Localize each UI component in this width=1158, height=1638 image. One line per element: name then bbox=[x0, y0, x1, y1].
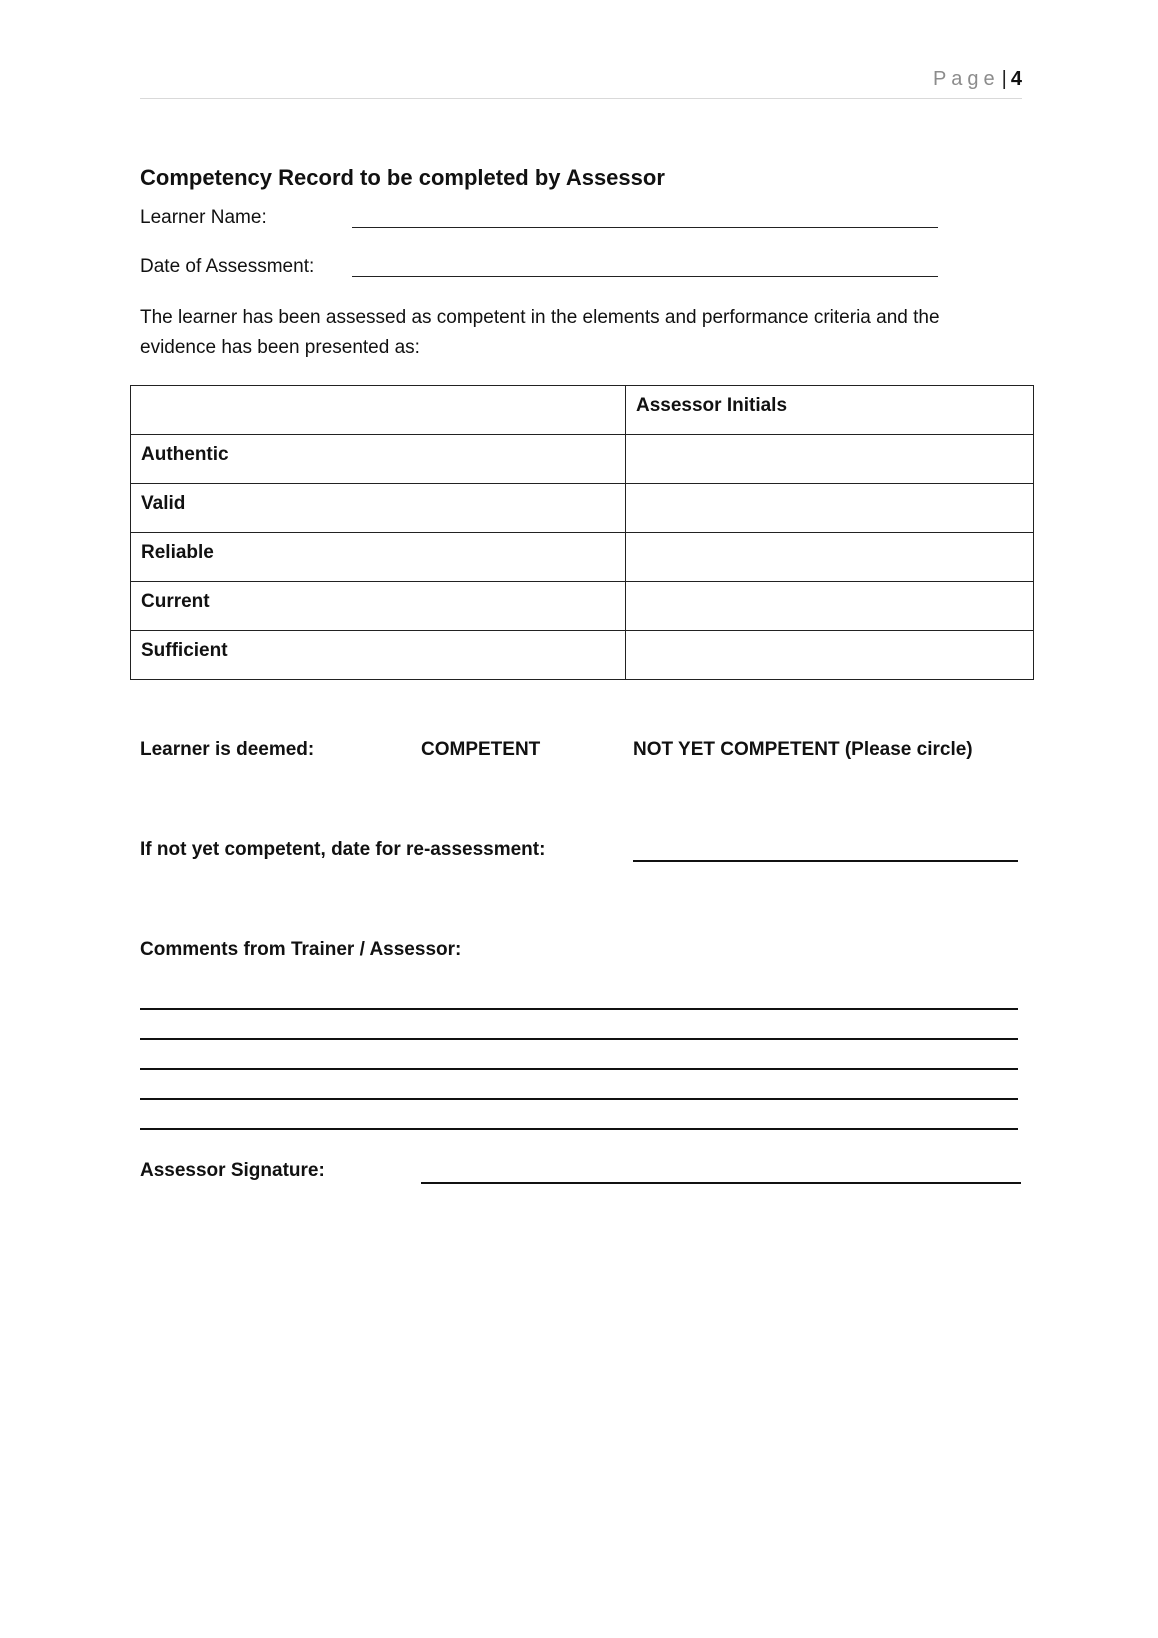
not-yet-competent-option[interactable]: NOT YET COMPETENT (Please circle) bbox=[633, 739, 973, 760]
reassessment-date-field[interactable] bbox=[633, 836, 1018, 862]
table-row bbox=[131, 582, 1034, 631]
form-title: Competency Record to be completed by Assessor bbox=[140, 165, 665, 190]
initials-cell[interactable] bbox=[626, 435, 1034, 484]
competent-option[interactable]: COMPETENT bbox=[421, 739, 541, 760]
criterion-label: Current bbox=[131, 582, 626, 631]
comments-label: Comments from Trainer / Assessor: bbox=[140, 939, 462, 960]
initials-cell[interactable] bbox=[626, 484, 1034, 533]
page-number bbox=[933, 68, 1022, 91]
page-number-value: 4 bbox=[1010, 68, 1022, 90]
initials-cell[interactable] bbox=[626, 533, 1034, 582]
comment-line[interactable] bbox=[140, 1044, 1018, 1070]
criterion-label: Valid bbox=[131, 484, 626, 533]
table-row bbox=[131, 533, 1034, 582]
initials-cell[interactable] bbox=[626, 582, 1034, 631]
date-of-assessment-label: Date of Assessment: bbox=[140, 256, 315, 277]
criterion-label: Reliable bbox=[131, 533, 626, 582]
evidence-table bbox=[130, 385, 1034, 680]
comment-line[interactable] bbox=[140, 1104, 1018, 1130]
table-row bbox=[131, 435, 1034, 484]
date-of-assessment-field[interactable] bbox=[352, 252, 938, 277]
assessor-signature-label: Assessor Signature: bbox=[140, 1160, 325, 1181]
page-word: Page bbox=[932, 68, 1000, 90]
assessor-signature-field[interactable] bbox=[421, 1158, 1021, 1184]
comment-line[interactable] bbox=[140, 1014, 1018, 1040]
table-header-row bbox=[131, 386, 1034, 435]
learner-name-label: Learner Name: bbox=[140, 207, 267, 228]
learner-deemed-label: Learner is deemed: bbox=[140, 739, 315, 760]
initials-cell[interactable] bbox=[626, 631, 1034, 680]
intro-paragraph: The learner has been assessed as competent in the elements and performance criteria and the evidence has been presented as: bbox=[140, 307, 940, 358]
learner-name-field[interactable] bbox=[352, 203, 938, 228]
comment-line[interactable] bbox=[140, 984, 1018, 1010]
criterion-label: Sufficient bbox=[131, 631, 626, 680]
table-row bbox=[131, 484, 1034, 533]
page-header bbox=[140, 66, 1022, 99]
criterion-label: Authentic bbox=[131, 435, 626, 484]
assessor-initials-header: Assessor Initials bbox=[626, 386, 1034, 435]
comment-line[interactable] bbox=[140, 1074, 1018, 1100]
table-header-blank bbox=[131, 386, 626, 435]
reassessment-label: If not yet competent, date for re-assessment: bbox=[140, 839, 546, 860]
table-row bbox=[131, 631, 1034, 680]
page-separator: | bbox=[1001, 68, 1007, 90]
